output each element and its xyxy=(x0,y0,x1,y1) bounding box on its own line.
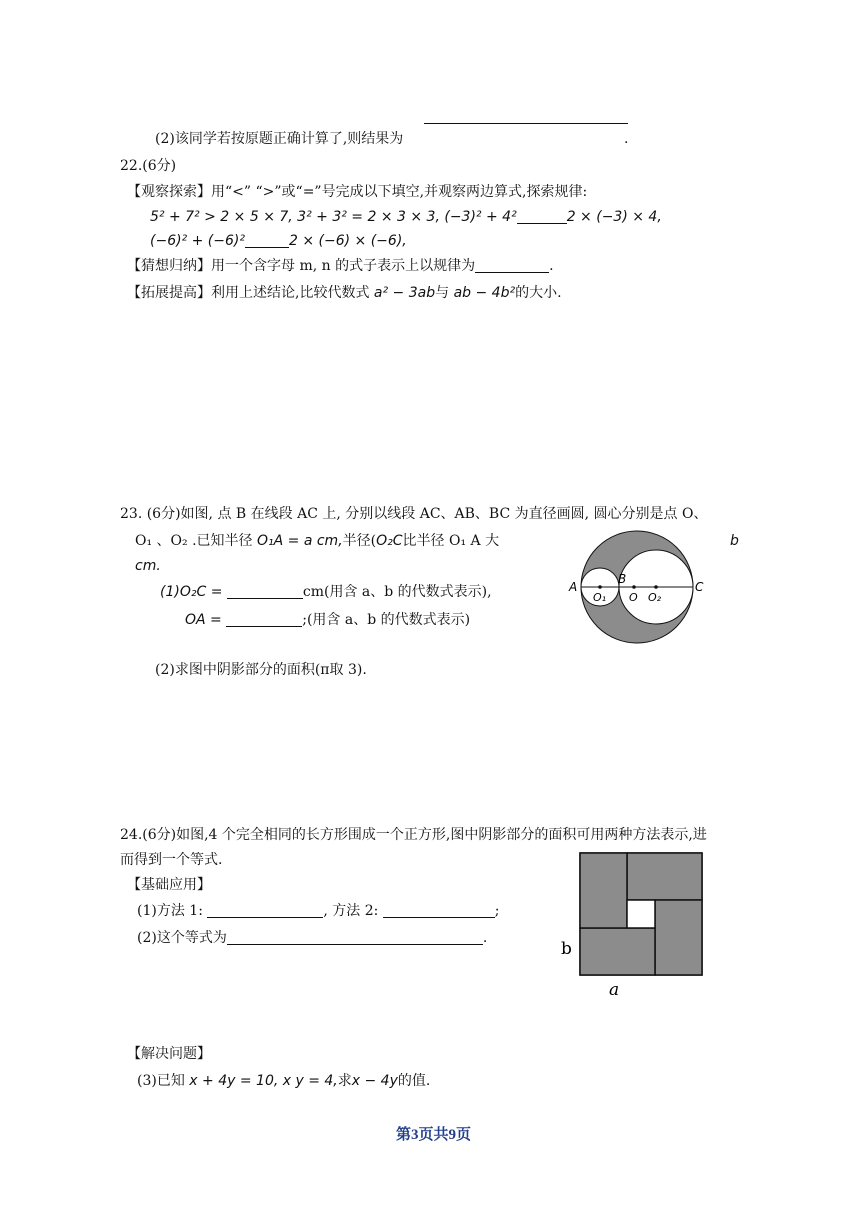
guess-end: . xyxy=(549,258,554,274)
q23-circle-figure xyxy=(568,530,718,680)
q22-line1-expr: 5² + 7² > 2 × 5 × 7, 3² + 3² = 2 × 3 × 3, (−3)² + 4² xyxy=(150,209,517,225)
extend-tag: 【拓展提高】 xyxy=(127,285,211,301)
q22-line2-rhs: 2 × (−6) × (−6), xyxy=(288,233,407,249)
q24-solve-tag: 【解决问题】 xyxy=(127,1046,211,1062)
q22-line1-rhs: 2 × (−3) × 4, xyxy=(566,209,662,225)
observe-text: 用“<” “>”或“=”号完成以下填空,并观察两边算式,探索规律: xyxy=(211,184,588,200)
label-b: B xyxy=(618,572,627,586)
q22-observe xyxy=(127,183,587,201)
q22-extend xyxy=(127,284,562,302)
q24-line1: 24.(6分)如图,4 个完全相同的长方形围成一个正方形,图中阴影部分的面积可用两种方法表示,进 xyxy=(120,827,707,843)
q23-line2 xyxy=(135,532,499,550)
q23-blank-2[interactable] xyxy=(226,612,302,627)
rect-right-bottom xyxy=(655,900,702,975)
q24-blank-2[interactable] xyxy=(383,903,495,918)
q23-line2c: 比半径 O₁ A 大 xyxy=(402,533,500,549)
extend-text-c: 的大小. xyxy=(515,285,562,301)
label-b-side: b xyxy=(561,939,572,959)
q23-p1-expr: O₂C = xyxy=(179,584,223,600)
observe-tag: 【观察探索】 xyxy=(127,184,211,200)
q23-line2b: 半径( xyxy=(342,533,377,549)
q24-p3-expr2: x − 4y xyxy=(351,1073,398,1089)
label-c: C xyxy=(695,580,704,594)
q24-p3b: 求 xyxy=(337,1073,352,1089)
q24-p3a: (3)已知 xyxy=(137,1073,185,1089)
q24-p3-expr: x + 4y = 10, x y = 4, xyxy=(189,1073,338,1089)
extend-text-a: 利用上述结论,比较代数式 xyxy=(211,285,370,301)
label-o2: O₂ xyxy=(648,591,662,604)
q24-p3c: 的值. xyxy=(397,1073,431,1089)
q23-p1b-expr: OA = xyxy=(185,612,222,628)
q23-line1: 23. (6分)如图, 点 B 在线段 AC 上, 分别以线段 AC、AB、BC 为直径画圆, 圆心分别是点 O、 xyxy=(120,506,708,522)
point-o1 xyxy=(598,585,602,589)
q23-p1b xyxy=(185,611,470,629)
q23-line2a: O₁ 、O₂ .已知半径 xyxy=(135,533,253,549)
label-o1: O₁ xyxy=(593,591,607,604)
q22-blank-2[interactable] xyxy=(245,233,289,248)
q23-line2-expr2: O₂C xyxy=(376,533,403,549)
rect-left-top xyxy=(580,853,627,928)
center-small-square xyxy=(627,900,655,928)
extend-text-b: 与 xyxy=(435,285,450,301)
label-a: A xyxy=(569,580,578,594)
q22-number: 22.(6分) xyxy=(120,158,177,174)
q24-p1b: , 方法 2: xyxy=(323,903,379,919)
answer-line-top xyxy=(424,123,628,124)
q23-line2-b: b xyxy=(730,533,739,549)
q24-square-figure xyxy=(555,850,735,1010)
q24-p2a: (2)这个等式为 xyxy=(137,930,227,946)
q22-line1 xyxy=(150,208,662,226)
q24-p2 xyxy=(137,929,487,947)
extend-expr2: ab − 4b² xyxy=(453,285,516,301)
q24-basic-tag: 【基础应用】 xyxy=(127,877,211,893)
q24-p2b: . xyxy=(482,930,488,946)
q21-part2-end: . xyxy=(624,131,629,147)
q22-line2-expr: (−6)² + (−6)² xyxy=(150,233,245,249)
q22-blank-1[interactable] xyxy=(517,209,567,224)
q24-blank-3[interactable] xyxy=(227,930,483,945)
rect-top-right xyxy=(627,853,702,900)
q22-guess xyxy=(127,257,554,275)
guess-text: 用一个含字母 m, n 的式子表示上以规律为 xyxy=(211,258,476,274)
q23-line3: cm. xyxy=(135,558,161,574)
q23-p1 xyxy=(160,583,492,601)
page-footer: 第3页共9页 xyxy=(395,1127,471,1143)
q22-line2 xyxy=(150,232,407,250)
q24-blank-1[interactable] xyxy=(207,903,323,918)
q22-blank-3[interactable] xyxy=(475,258,549,273)
q24-p3 xyxy=(137,1072,430,1090)
q24-p1c: ; xyxy=(494,903,500,919)
label-a-side: a xyxy=(609,980,620,1000)
q23-p1-label: (1) xyxy=(160,584,180,600)
point-o2 xyxy=(654,585,658,589)
guess-tag: 【猜想归纳】 xyxy=(127,258,211,274)
label-o: O xyxy=(629,591,638,604)
point-o xyxy=(632,585,636,589)
q23-p2: (2)求图中阴影部分的面积(π取 3). xyxy=(155,662,367,678)
q24-line2: 而得到一个等式. xyxy=(120,852,223,868)
q23-line2-expr: O₁A = a cm, xyxy=(256,533,343,549)
rect-bottom-left xyxy=(580,928,655,975)
q23-p1-text: cm(用含 a、b 的代数式表示), xyxy=(302,584,492,600)
extend-expr1: a² − 3ab xyxy=(373,285,436,301)
q21-part2 xyxy=(155,130,403,148)
q21-part2-text: (2)该同学若按原题正确计算了,则结果为 xyxy=(155,131,404,147)
q24-p1 xyxy=(137,902,500,920)
q24-p1a: (1)方法 1: xyxy=(137,903,203,919)
q23-p1b-text: ;(用含 a、b 的代数式表示) xyxy=(302,612,471,628)
q23-blank-1[interactable] xyxy=(227,584,303,599)
